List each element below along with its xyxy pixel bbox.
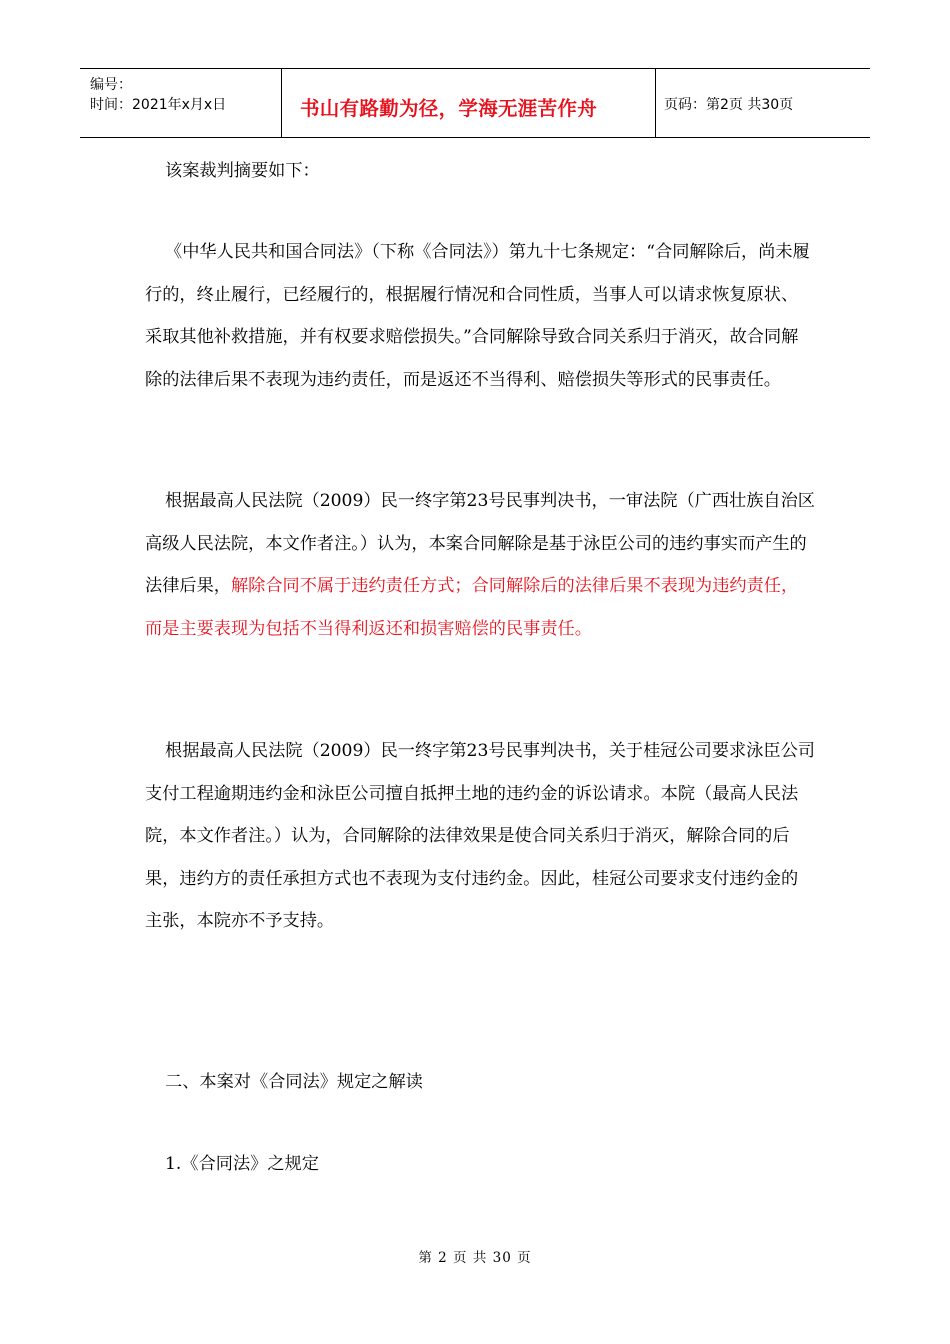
paragraph-first-instance-opinion	[145, 480, 815, 650]
header-page-cell	[655, 69, 870, 137]
document-time-label: 时间：2021年x月x日	[90, 97, 227, 113]
paragraph-text: 该案裁判摘要如下：	[165, 161, 320, 181]
highlighted-red-text: 解除合同不属于违约责任方式；合同解除后的法律后果不表现为违约责任，而是主要表现为包括不当得利返还和损害赔偿的民事责任。	[145, 576, 799, 639]
heading-text: 二、本案对《合同法》规定之解读	[165, 1072, 423, 1092]
paragraph-text: 《中华人民共和国合同法》（下称《合同法》）第九十七条规定：“合同解除后，尚未履行的，终止履行，已经履行的，根据履行情况和合同性质，当事人可以请求恢复原状、采取其他补救措施，并有权要求赔偿损失。”合同解除导致合同关系归于消灭，故合同解除的法律后果不表现为违约责任，而是返还不当得利、赔偿损失等形式的民事责任。	[145, 242, 810, 390]
paragraph-contract-law-art97	[145, 231, 815, 401]
heading-text: 1.《合同法》之规定	[165, 1154, 319, 1174]
paragraph-summary-intro	[145, 150, 815, 193]
header-page-number: 页码：第2页 共30页	[664, 97, 794, 113]
document-number-label: 编号：	[90, 77, 132, 93]
paragraph-text: 根据最高人民法院（2009）民一终字第23号民事判决书，关于桂冠公司要求泳臣公司支付工程逾期违约金和泳臣公司擅自抵押土地的违约金的诉讼请求。本院（最高人民法院，本文作者注。）认为，合同解除的法律效果是使合同关系归于消灭，解除合同的后果，违约方的责任承担方式也不表现为支付违约金。因此，桂冠公司要求支付违约金的主张，本院亦不予支持。	[145, 741, 815, 931]
paragraph-supreme-court-opinion	[145, 730, 815, 943]
page-footer: 第 2 页 共 30 页	[418, 1250, 532, 1266]
paragraph-text: 根据最高人民法院（2009）民一终字第23号民事判决书，一审法院（广西壮族自治区高级人民法院，本文作者注。）认为，本案合同解除是基于泳臣公司的违约事实而产生的法律后果，	[145, 491, 815, 596]
header-motto: 书山有路勤为径，学海无涯苦作舟	[300, 97, 598, 120]
section-heading-1-1	[145, 1143, 815, 1186]
page-header-table	[80, 68, 870, 138]
header-info-cell	[80, 69, 281, 137]
section-heading-2	[145, 1061, 815, 1104]
header-motto-cell	[281, 69, 656, 137]
